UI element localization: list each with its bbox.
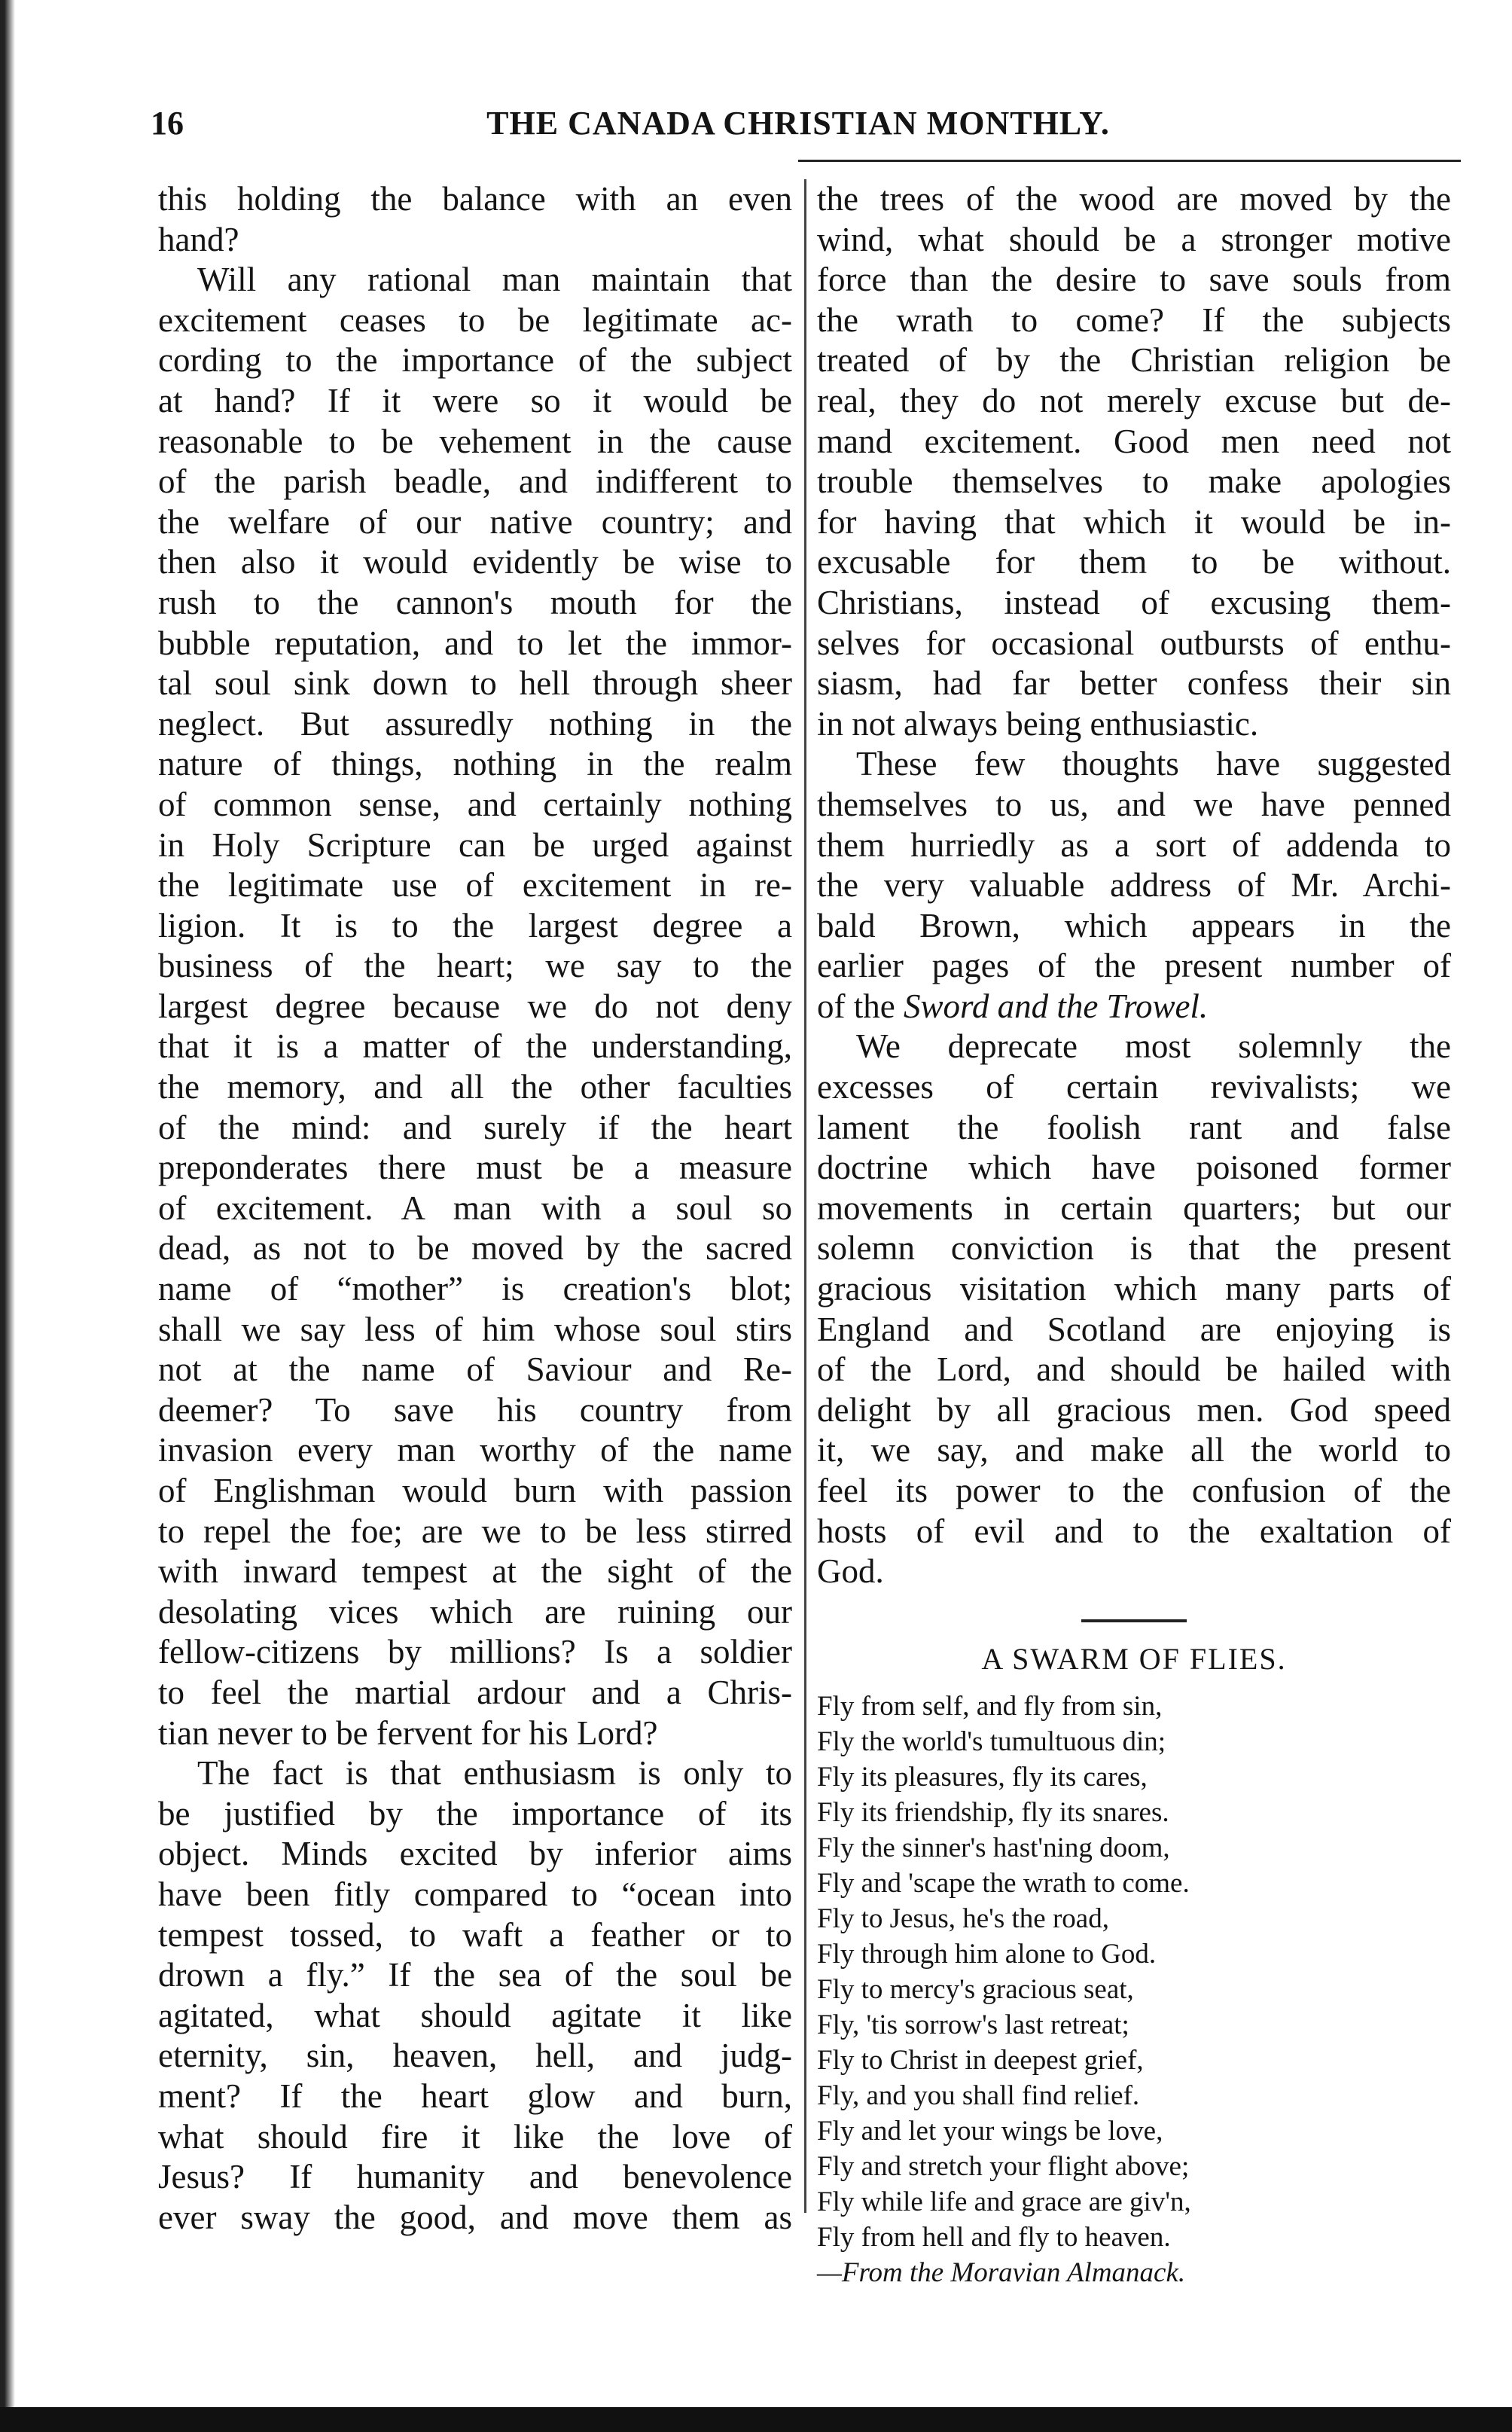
text-line: excusable for them to be without. bbox=[817, 543, 1451, 581]
page-header bbox=[143, 104, 1453, 149]
running-title: THE CANADA CHRISTIAN MONTHLY. bbox=[486, 105, 1110, 142]
text-line: tempest tossed, to waft a feather or to bbox=[158, 1915, 792, 1954]
text-line: deemer? To save his country from bbox=[158, 1390, 792, 1429]
text-line: The fact is that enthusiasm is only to bbox=[197, 1754, 792, 1793]
text-line: ment? If the heart glow and burn, bbox=[158, 2077, 792, 2115]
text-line: of common sense, and certainly nothing bbox=[158, 785, 792, 823]
paragraph bbox=[817, 179, 1451, 744]
text-line: dead, as not to be moved by the sacred bbox=[158, 1229, 792, 1268]
poem-line: Fly its friendship, fly its snares. bbox=[817, 1796, 1169, 1828]
paragraph bbox=[817, 1027, 1451, 1591]
text-line: nature of things, nothing in the realm bbox=[158, 745, 792, 783]
text-line: what should fire it like the love of bbox=[158, 2117, 792, 2156]
text-line: reasonable to be vehement in the cause bbox=[158, 422, 792, 460]
poem-attribution: —From the Moravian Almanack. bbox=[817, 2257, 1186, 2288]
right-column bbox=[817, 179, 1451, 2290]
text-line: of excitement. A man with a soul so bbox=[158, 1189, 792, 1227]
text-line: ever sway the good, and move them as bbox=[158, 2198, 792, 2236]
text-line: of the parish beadle, and indifferent to bbox=[158, 462, 792, 501]
text-line: feel its power to the confusion of the bbox=[817, 1472, 1451, 1509]
text-line: have been fitly compared to “ocean into bbox=[158, 1875, 792, 1913]
text-line: doctrine which have poisoned former bbox=[817, 1149, 1451, 1187]
text-line: in not always being enthusiastic. bbox=[817, 704, 1259, 743]
text-line: at hand? If it were so it would be bbox=[158, 381, 792, 420]
text-line: of the Lord, and should be hailed with bbox=[817, 1350, 1451, 1389]
poem-line: Fly its pleasures, fly its cares, bbox=[817, 1761, 1148, 1793]
text-line: We deprecate most solemnly the bbox=[856, 1027, 1451, 1066]
text-line: gracious visitation which many parts of bbox=[817, 1270, 1451, 1308]
text-line: them hurriedly as a sort of addenda to bbox=[817, 825, 1451, 864]
text-line: themselves to us, and we have penned bbox=[817, 785, 1451, 823]
poem bbox=[817, 1689, 1451, 2255]
text-line: agitated, what should agitate it like bbox=[158, 1996, 792, 2034]
text-line: fellow-citizens by millions? Is a soldier bbox=[158, 1633, 792, 1671]
text-line: These few thoughts have suggested bbox=[856, 745, 1451, 783]
poem-line: Fly to mercy's gracious seat, bbox=[817, 1973, 1134, 2005]
text-line: mand excitement. Good men need not bbox=[817, 422, 1451, 460]
poem-line: Fly to Jesus, he's the road, bbox=[817, 1903, 1109, 1934]
text-line: bald Brown, which appears in the bbox=[817, 906, 1451, 944]
text-line: invasion every man worthy of the name bbox=[158, 1431, 792, 1469]
text-line: bubble reputation, and to let the immor- bbox=[158, 624, 792, 662]
text-line: object. Minds excited by inferior aims bbox=[158, 1835, 792, 1873]
poem-line: Fly, and you shall find relief. bbox=[817, 2080, 1140, 2111]
text-line: hosts of evil and to the exaltation of bbox=[817, 1512, 1451, 1550]
text-line: for having that which it would be in- bbox=[817, 502, 1451, 541]
text-line: selves for occasional outbursts of enthu- bbox=[817, 624, 1451, 662]
paragraph bbox=[158, 260, 792, 1753]
text-line: in Holy Scripture can be urged against bbox=[158, 825, 792, 864]
scan-bottom-edge bbox=[0, 2407, 1512, 2432]
text-line: the trees of the wood are moved by the bbox=[817, 180, 1451, 218]
text-line: it, we say, and make all the world to bbox=[817, 1431, 1451, 1469]
text-line: God. bbox=[817, 1552, 884, 1591]
poem-line: Fly while life and grace are giv'n, bbox=[817, 2186, 1191, 2217]
page-edge-shadow bbox=[0, 0, 15, 2432]
text-line: to feel the martial ardour and a Chris- bbox=[158, 1673, 792, 1711]
text-line: be justified by the importance of its bbox=[158, 1794, 792, 1832]
poem-line: Fly from self, and fly from sin, bbox=[817, 1690, 1163, 1722]
poem-line: Fly and stretch your flight above; bbox=[817, 2150, 1190, 2182]
text-line: ligion. It is to the largest degree a bbox=[158, 906, 792, 944]
poem-line: Fly and let your wings be love, bbox=[817, 2115, 1163, 2147]
poem-line: Fly the sinner's hast'ning doom, bbox=[817, 1832, 1170, 1863]
text-line: trouble themselves to make apologies bbox=[817, 462, 1451, 501]
text-line: movements in certain quarters; but our bbox=[817, 1189, 1451, 1227]
text-line: solemn conviction is that the present bbox=[817, 1229, 1451, 1268]
paragraph bbox=[817, 744, 1451, 1027]
text-line: excesses of certain revivalists; we bbox=[817, 1068, 1451, 1106]
text-line: lament the foolish rant and false bbox=[817, 1108, 1451, 1146]
text-line: shall we say less of him whose soul stirs bbox=[158, 1310, 792, 1348]
text-line: the legitimate use of excitement in re- bbox=[158, 866, 792, 905]
text-line: force than the desire to save souls from bbox=[817, 261, 1451, 299]
text-line: eternity, sin, heaven, hell, and judg- bbox=[158, 2037, 792, 2075]
paragraph bbox=[158, 1753, 792, 2238]
text-line: real, they do not merely excuse but de- bbox=[817, 381, 1451, 420]
text-line: tal soul sink down to hell through sheer bbox=[158, 664, 792, 703]
text-line: England and Scotland are enjoying is bbox=[817, 1310, 1451, 1348]
text-line: Christians, instead of excusing them- bbox=[817, 583, 1451, 621]
poem-line: Fly and 'scape the wrath to come. bbox=[817, 1867, 1190, 1899]
text-line: earlier pages of the present number of bbox=[817, 947, 1451, 985]
header-rule bbox=[798, 160, 1461, 162]
left-column bbox=[158, 179, 792, 2238]
poem-line: Fly to Christ in deepest grief, bbox=[817, 2044, 1144, 2076]
text-line: name of “mother” is creation's blot; bbox=[158, 1270, 792, 1308]
page-number: 16 bbox=[151, 105, 184, 142]
text-line: then also it would evidently be wise to bbox=[158, 543, 792, 581]
text-line: tian never to be fervent for his Lord? bbox=[158, 1713, 658, 1752]
text-line: Jesus? If humanity and benevolence bbox=[158, 2158, 792, 2196]
text-line: the welfare of our native country; and bbox=[158, 502, 792, 541]
text-line: treated of by the Christian religion be bbox=[817, 341, 1451, 380]
text-line: the very valuable address of Mr. Archi- bbox=[817, 866, 1451, 905]
column-divider bbox=[804, 179, 806, 2213]
text-line: rush to the cannon's mouth for the bbox=[158, 583, 792, 621]
text-line: excitement ceases to be legitimate ac- bbox=[158, 301, 792, 339]
poem-title: A SWARM OF FLIES. bbox=[981, 1641, 1287, 1676]
text-fragment: of the bbox=[817, 987, 904, 1025]
text-line: preponderates there must be a measure bbox=[158, 1149, 792, 1187]
text-line: the memory, and all the other faculties bbox=[158, 1068, 792, 1106]
paragraph bbox=[158, 179, 792, 260]
text-line: wind, what should be a stronger motive bbox=[817, 220, 1451, 258]
text-line: cording to the importance of the subject bbox=[158, 341, 792, 380]
text-line: to repel the foe; are we to be less stirred bbox=[158, 1512, 792, 1550]
poem-line: Fly, 'tis sorrow's last retreat; bbox=[817, 2009, 1129, 2040]
text-line: not at the name of Saviour and Re- bbox=[158, 1350, 792, 1389]
text-line: this holding the balance with an even bbox=[158, 180, 792, 218]
poem-line: Fly through him alone to God. bbox=[817, 1938, 1157, 1970]
text-line: hand? bbox=[158, 220, 239, 258]
text-line: neglect. But assuredly nothing in the bbox=[158, 704, 792, 743]
poem-line: Fly the world's tumultuous din; bbox=[817, 1726, 1166, 1757]
text-line: business of the heart; we say to the bbox=[158, 947, 792, 985]
text-line bbox=[817, 987, 1451, 1027]
text-line: delight by all gracious men. God speed bbox=[817, 1390, 1451, 1429]
text-line: of the mind: and surely if the heart bbox=[158, 1108, 792, 1146]
italic-publication-title: Sword and the Trowel. bbox=[903, 987, 1209, 1025]
text-line: largest degree because we do not deny bbox=[158, 987, 792, 1025]
text-line: the wrath to come? If the subjects bbox=[817, 301, 1451, 339]
text-line: siasm, had far better confess their sin bbox=[817, 664, 1451, 703]
poem-line: Fly from hell and fly to heaven. bbox=[817, 2221, 1171, 2253]
text-line: Will any rational man maintain that bbox=[197, 261, 792, 299]
text-line: with inward tempest at the sight of the bbox=[158, 1552, 792, 1591]
section-divider bbox=[1081, 1619, 1187, 1622]
text-line: drown a fly.” If the sea of the soul be bbox=[158, 1956, 792, 1994]
text-line: of Englishman would burn with passion bbox=[158, 1472, 792, 1509]
text-line: desolating vices which are ruining our bbox=[158, 1592, 792, 1631]
text-line: that it is a matter of the understanding, bbox=[158, 1027, 792, 1066]
